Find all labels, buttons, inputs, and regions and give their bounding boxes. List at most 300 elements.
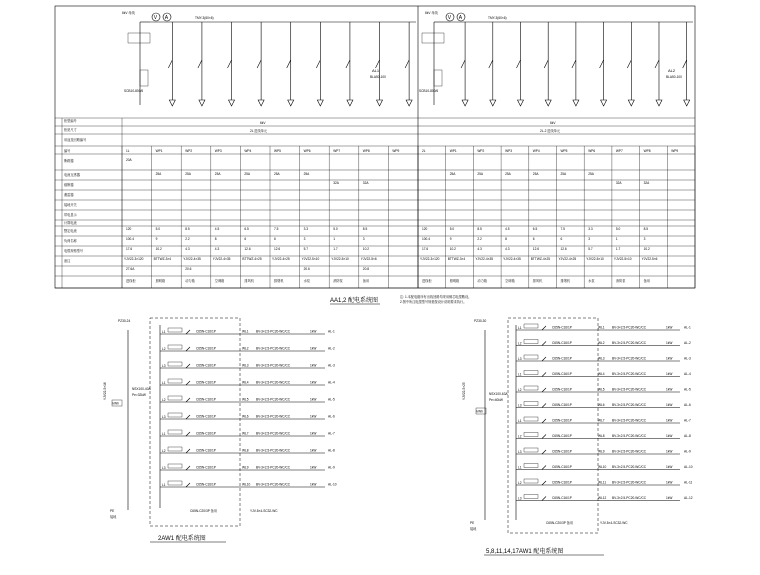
right-arrow-icon [490, 100, 496, 106]
br-spare-circuit: C65N-C20/3P 备用 [546, 521, 574, 525]
left-arrow-icon [347, 100, 353, 106]
circuit-kw: 1kW [310, 346, 317, 351]
top-note-1: 注: 1.本配电箱所有出线回路均采用铜芯电缆敷设。 [400, 295, 472, 299]
bl-ground-label: 接地 [110, 515, 117, 519]
rcd-icon [524, 417, 538, 421]
circuit-tag: WL1 [242, 329, 249, 334]
left-arrow-icon [258, 100, 264, 106]
left-arrow-icon [317, 100, 323, 106]
rcd-icon [168, 464, 182, 468]
right-value-2: 2.2 [477, 237, 482, 241]
left-col-WP4: WP4 [244, 149, 252, 153]
circuit-kw: 1kW [666, 325, 673, 330]
circuit-load: AL-12 [684, 496, 693, 500]
left-cable: YJV22-4×35 [212, 257, 231, 261]
rcd-icon [524, 479, 538, 483]
right-breaker-icon [600, 60, 604, 68]
circuit-tag: WL7 [242, 431, 249, 436]
rcd-icon [524, 464, 538, 468]
circuit-tag: WL4 [242, 380, 249, 385]
right-row-b: 25A [505, 172, 511, 176]
rcd-icon [524, 340, 538, 344]
rcd-icon [168, 362, 182, 366]
left-breaker-icon [257, 60, 261, 68]
left-breaker-icon [376, 60, 380, 68]
rcd-icon [168, 447, 182, 451]
circuit-breaker: C65N-C16/1P [552, 449, 572, 454]
right-load: 排烟机 [560, 279, 571, 283]
circuit-cable: BV-3×2.5-PC20-WC/CC [612, 403, 647, 407]
rcd-icon [524, 355, 538, 359]
right-cable: BTTWZ-4×25 [530, 257, 551, 261]
left-cable: YJV22-5×6 [360, 257, 377, 261]
circuit-cable: BV-3×2.5-PC20-WC/CC [256, 363, 291, 368]
br-main-breaker: NSX100-63A [489, 392, 508, 396]
left-value-3: 5.7 [303, 247, 309, 251]
right-load: 备用 [643, 279, 650, 283]
bl-main-breaker: NSX100-40A [132, 387, 151, 391]
left-value-2: 9 [155, 237, 158, 241]
left-transformer-note: SCB10-800/6 [124, 89, 144, 93]
left-value-1: 6.5 [244, 227, 249, 231]
right-breaker-icon [572, 60, 576, 68]
circuit-kw: 1kW [310, 448, 317, 453]
left-subheader: 2L 进线单元 [250, 129, 268, 133]
right-col-WP6: WP6 [588, 149, 596, 153]
circuit-kw: 1kW [310, 465, 317, 470]
circuit-cable: BV-3×2.5-PC20-WC/CC [256, 346, 291, 351]
left-load: 空调箱 [214, 279, 225, 283]
left-col-WP9: WP9 [392, 149, 400, 153]
right-arrow-icon [545, 100, 551, 106]
circuit-kw: 1kW [310, 380, 317, 385]
right-load: 排风机 [532, 279, 543, 283]
top-table [55, 118, 695, 288]
left-breaker-icon [168, 60, 172, 68]
right-row-b: 25A [560, 172, 567, 176]
left-load: 照明箱 [155, 279, 166, 283]
circuit-cable: BV-3×2.5-PC20-WC/CC [256, 414, 291, 419]
circuit-load: AL-2 [684, 341, 691, 345]
row-label: 断路器 [64, 159, 74, 163]
right-arrow-icon [684, 100, 690, 106]
top-frame [55, 6, 695, 288]
circuit-load: AL-6 [684, 403, 691, 407]
breaker-icon [186, 432, 190, 436]
circuit-kw: 1kW [666, 449, 673, 454]
circuit-breaker: C65N-C16/1P [552, 387, 572, 392]
circuit-phase: L2 [518, 434, 522, 439]
right-load: 动力箱 [477, 279, 487, 283]
bl-incoming-cable: YJV22-5×16 [103, 382, 107, 400]
right-arrow-icon [517, 100, 523, 106]
top-feeders [168, 22, 689, 106]
left-value-3: 12.6 [274, 247, 281, 251]
rcd-icon [524, 386, 538, 390]
breaker-icon [186, 364, 190, 368]
rcd-icon [168, 413, 182, 417]
circuit-breaker: C65N-C16/1P [196, 329, 216, 334]
right-value-2: 6 [532, 237, 535, 241]
left-row-b: 25A [244, 172, 251, 176]
circuit-tag: WL9 [242, 465, 249, 470]
right-col-WP1: WP1 [449, 149, 457, 153]
top-diagram [55, 6, 695, 304]
left-value-3: 17.6 [126, 247, 133, 251]
circuit-cable: BV-3×2.5-PC20-WC/CC [612, 449, 647, 454]
circuit-kw: 1kW [666, 480, 673, 485]
circuit-load: AL-5 [328, 397, 335, 402]
left-breaker-icon [198, 60, 202, 68]
circuit-kw: 1kW [666, 496, 673, 500]
right-incoming-label: 6kV 母线 [425, 11, 438, 15]
right-cable: YJV22-5×10 [613, 257, 632, 261]
left-col-WP6: WP6 [303, 149, 311, 153]
row-label: 编号 [64, 149, 71, 153]
right-breaker-icon [461, 60, 465, 68]
right-col-WP8: WP8 [643, 149, 651, 153]
right-cable: YJV22-4×35 [503, 257, 521, 261]
breaker-icon [186, 381, 190, 385]
right-col-WP5: WP5 [560, 149, 568, 153]
bl-meter-label: kWh [112, 401, 119, 406]
right-load: 水泵 [588, 279, 595, 283]
circuit-kw: 1kW [310, 431, 317, 436]
circuit-kw: 1kW [666, 341, 673, 345]
top-note-2: 2.图中所注电缆型号规格按设计说明要求执行。 [400, 300, 467, 304]
circuit-breaker: C65N-C16/1P [552, 418, 572, 423]
right-value-1: 7.5 [560, 227, 565, 231]
left-value-2: 3 [362, 237, 365, 241]
circuit-breaker: C65N-C16/1P [196, 465, 216, 470]
right-cable: YJV22-4×25 [558, 257, 577, 261]
right-load: 照明箱 [449, 279, 460, 283]
right-row-b: 25A [588, 172, 594, 176]
br-circuits [516, 324, 693, 501]
circuit-phase: L2 [518, 388, 522, 392]
circuit-load: AL-11 [684, 480, 693, 485]
breaker-icon [186, 347, 190, 351]
right-value-2: 3 [588, 237, 590, 241]
circuit-breaker: C65N-C16/1P [552, 434, 572, 438]
rcd-icon [168, 379, 182, 383]
breaker-icon [186, 415, 190, 419]
bottom-left-diagram [103, 318, 337, 542]
br-incoming-cable: YJV22-5×25 [462, 382, 466, 400]
right-load: 进线柜 [422, 279, 432, 283]
left-cable: BTTWZ-3×4 [153, 257, 172, 261]
rcd-icon [524, 448, 538, 452]
right-cable: YJV22-5×10 [586, 257, 604, 261]
breaker-icon [186, 398, 190, 402]
left-value-1: 120 [126, 227, 132, 231]
row-label: 柜宽尺寸 [64, 128, 77, 132]
right-col-WP4: WP4 [532, 149, 540, 153]
right-transformer-icon [434, 70, 442, 86]
right-col-WP7: WP7 [615, 149, 623, 153]
left-value-2: 8 [214, 237, 217, 241]
right-load: 消防泵 [615, 279, 626, 283]
circuit-kw: 1kW [666, 356, 673, 361]
left-arrow-icon [199, 100, 205, 106]
circuit-tag: WL8 [598, 434, 605, 438]
left-arrow-icon [406, 100, 412, 106]
right-isolator-icon [422, 33, 444, 43]
right-arrow-icon [601, 100, 607, 106]
left-header: 6kV [260, 121, 266, 125]
right-row-b: 25A [449, 172, 456, 176]
circuit-load: AL-3 [328, 363, 335, 368]
left-row-b: 25A [274, 172, 280, 176]
right-header: 6kV [550, 121, 556, 125]
left-arrow-icon [229, 100, 235, 106]
circuit-kw: 1kW [666, 418, 673, 423]
bl-spare-circuit: C65N-C20/3P 备用 [190, 509, 218, 513]
left-transformer-icon [140, 70, 148, 86]
left-value-1: 5.0 [155, 227, 161, 231]
circuit-load: AL-4 [328, 380, 335, 385]
left-value-2: 3 [303, 237, 306, 241]
circuit-phase: L1 [162, 330, 166, 334]
left-value-1: 5.0 [333, 227, 338, 231]
breaker-icon [186, 483, 190, 487]
left-load: 动力箱 [185, 279, 195, 283]
circuit-cable: BV-3×2.5-PC20-WC/CC [256, 329, 291, 334]
rcd-icon [168, 345, 182, 349]
right-breaker-icon [627, 60, 631, 68]
left-vm-label: V [153, 15, 158, 21]
breaker-icon [542, 373, 546, 377]
right-feeder-rating: BLA50-100 [666, 75, 682, 79]
breaker-icon [542, 419, 546, 423]
right-arrow-icon [462, 100, 468, 106]
circuit-tag: WL8 [242, 448, 249, 453]
circuit-tag: WL10 [242, 482, 251, 487]
left-row-c: 32A [333, 181, 339, 185]
left-feeder-rating: BLA50-100 [370, 75, 386, 79]
left-isolator-icon [128, 33, 150, 43]
bl-spare-note: YJV-5×4-SC32-WC [250, 509, 278, 513]
left-load: 排风机 [244, 279, 254, 283]
left-load: 备用 [362, 279, 370, 283]
left-col-WP8: WP8 [362, 149, 370, 153]
circuit-phase: L1 [162, 381, 166, 385]
circuit-tag: WL7 [598, 418, 605, 423]
right-breaker-icon [489, 60, 493, 68]
right-value-3: 1.7 [615, 247, 621, 251]
left-value-3: 10.2 [362, 247, 370, 251]
rcd-icon [168, 481, 182, 485]
circuit-phase: L3 [162, 364, 166, 368]
row-label: 负荷名称 [64, 239, 77, 243]
row-label: 整定电流 [64, 229, 77, 233]
circuit-breaker: C65N-C16/1P [196, 448, 216, 453]
left-length: 27.6A [126, 267, 135, 271]
circuit-kw: 1kW [310, 414, 317, 419]
circuit-load: AL-10 [328, 482, 337, 487]
right-subheader: 2L-2 进线单元 [540, 129, 561, 133]
left-tap-label: TMY-3(60×6) [195, 16, 214, 20]
right-value-3: 12.6 [560, 247, 567, 251]
left-col-WP3: WP3 [214, 149, 222, 153]
br-ground-label: 接地 [470, 527, 477, 531]
row-label: 接地开关 [64, 203, 77, 207]
left-am-label: A [164, 15, 169, 21]
br-meter-label: kWh [476, 409, 483, 414]
circuit-breaker: C65N-C16/1P [552, 325, 572, 330]
left-col-WP7: WP7 [333, 149, 341, 153]
left-value-3: 10.2 [155, 247, 162, 251]
right-vm-label: V [447, 15, 452, 21]
right-value-3: 17.6 [422, 247, 429, 251]
circuit-load: AL-7 [328, 431, 335, 436]
circuit-breaker: C65N-C16/1P [196, 397, 216, 402]
left-value-3: 12.6 [244, 247, 251, 251]
breaker-icon [542, 450, 546, 454]
circuit-load: AL-5 [684, 387, 691, 392]
circuit-tag: WL2 [242, 346, 249, 351]
circuit-phase: L1 [162, 483, 166, 487]
left-length: 20.8 [362, 267, 370, 271]
left-value-1: 3.3 [303, 227, 309, 231]
left-breaker-icon [346, 60, 350, 68]
circuit-breaker: C65N-C16/1P [196, 414, 216, 419]
circuit-load: AL-8 [684, 434, 691, 438]
left-length: 20.6 [185, 267, 192, 271]
circuit-tag: WL5 [598, 387, 605, 392]
breaker-icon [542, 435, 546, 439]
left-value-2: 6 [274, 237, 276, 241]
circuit-breaker: C65N-C16/1P [196, 346, 216, 351]
breaker-icon [542, 357, 546, 361]
circuit-tag: WL2 [598, 341, 605, 345]
rcd-icon [168, 396, 182, 400]
left-value-2: 2.2 [185, 237, 190, 241]
right-row-b: 25A [532, 172, 539, 176]
breaker-icon [542, 481, 546, 485]
row-label: 计算电流 [64, 221, 77, 225]
circuit-cable: BV-3×2.5-PC20-WC/CC [612, 465, 647, 469]
circuit-breaker: C65N-C16/1P [196, 431, 216, 436]
circuit-phase: L2 [162, 347, 166, 351]
right-value-3: 4.3 [505, 247, 510, 251]
right-cable: YJV22-3×120 [420, 257, 440, 261]
circuit-load: AL-8 [328, 448, 335, 453]
bl-cabinet-label: PZ30-24 [118, 319, 131, 323]
circuit-load: AL-3 [684, 356, 691, 361]
right-breaker-icon [516, 60, 520, 68]
circuit-cable: BV-3×2.5-PC20-WC/CC [612, 356, 647, 361]
breaker-icon [186, 466, 190, 470]
rcd-icon [524, 495, 538, 499]
circuit-breaker: C65N-C16/1P [552, 465, 572, 469]
left-col-WP5: WP5 [274, 149, 281, 153]
row-label: 备注 [64, 259, 71, 263]
circuit-phase: L3 [518, 450, 522, 454]
right-value-1: 3.3 [588, 227, 593, 231]
breaker-icon [186, 449, 190, 453]
circuit-cable: BV-3×2.5-PC20-WC/CC [612, 341, 647, 345]
circuit-load: AL-6 [328, 414, 335, 419]
br-title: 5,8,11,14,17AW1 配电系统图 [486, 549, 564, 555]
right-value-3: 4.3 [477, 247, 482, 251]
circuit-cable: BV-3×2.5-PC20-WC/CC [612, 387, 647, 392]
right-breaker-icon [683, 60, 687, 68]
circuit-kw: 1kW [666, 465, 673, 469]
left-value-3: 4.3 [185, 247, 190, 251]
right-breaker-icon [544, 60, 548, 68]
bl-title: 2AW1 配电系统图 [158, 536, 206, 542]
circuit-breaker: C65N-C16/1P [196, 482, 216, 487]
right-row-c: 32A [615, 181, 622, 185]
right-value-3: 5.7 [588, 247, 593, 251]
right-value-3: 10.2 [449, 247, 456, 251]
circuit-kw: 1kW [310, 363, 317, 368]
left-row-a: 20A [126, 158, 132, 162]
circuit-cable: BV-3×2.5-PC20-WC/CC [256, 397, 291, 402]
left-load: 进线柜 [126, 279, 136, 283]
circuit-breaker: C65N-C16/1P [196, 363, 216, 368]
left-cable: YJV22-5×10 [301, 257, 320, 261]
right-value-1: 120 [422, 227, 428, 231]
bl-pe-label: PE [110, 509, 115, 513]
breaker-icon [186, 330, 190, 334]
circuit-phase: L1 [518, 326, 522, 330]
top-title: AA1,2 配电系统图 [330, 298, 379, 304]
row-label: 用途及回路编号 [64, 138, 87, 142]
circuit-load: AL-9 [328, 465, 335, 470]
left-cable: YJV22-4×25 [272, 257, 290, 261]
row-label: 带电显示 [64, 213, 77, 217]
left-length: 20.6 [303, 267, 310, 271]
circuit-tag: WL5 [242, 397, 249, 402]
rcd-icon [524, 402, 538, 406]
circuit-phase: L2 [518, 481, 522, 485]
circuit-tag: WL12 [598, 496, 607, 500]
circuit-phase: L3 [162, 466, 166, 470]
left-arrow-icon [288, 100, 294, 106]
circuit-tag: WL11 [598, 480, 607, 485]
right-cable: YJV22-5×6 [641, 257, 658, 261]
breaker-icon [542, 497, 546, 501]
left-col-WP2: WP2 [185, 149, 193, 153]
left-breaker-icon [316, 60, 320, 68]
right-col-2L: 2L [422, 149, 426, 153]
circuit-breaker: C65N-C16/1P [552, 403, 572, 407]
left-value-1: 7.5 [274, 227, 279, 231]
left-cable: YJV22-4×35 [183, 257, 201, 261]
right-value-1: 4.5 [505, 227, 510, 231]
right-arrow-icon [628, 100, 634, 106]
circuit-cable: BV-3×2.5-PC20-WC/CC [256, 380, 291, 385]
right-cable: BTTWZ-3×4 [447, 257, 466, 261]
breaker-icon [542, 466, 546, 470]
circuit-kw: 1kW [310, 482, 317, 487]
rcd-icon [524, 433, 538, 437]
left-feeder-tag: AL1 [372, 68, 380, 73]
row-label: 电缆规格型号 [64, 249, 84, 253]
left-row-b: 25A [303, 172, 310, 176]
right-row-b: 25A [477, 172, 484, 176]
circuit-cable: BV-3×2.5-PC20-WC/CC [256, 448, 291, 453]
circuit-tag: WL9 [598, 449, 605, 454]
circuit-cable: BV-3×2.5-PC20-WC/CC [612, 496, 647, 500]
right-tap-label: TMY-3(60×6) [488, 16, 507, 20]
circuit-load: AL-9 [684, 449, 691, 454]
breaker-icon [542, 342, 546, 346]
right-load: 空调箱 [505, 279, 515, 283]
circuit-kw: 1kW [666, 434, 673, 438]
